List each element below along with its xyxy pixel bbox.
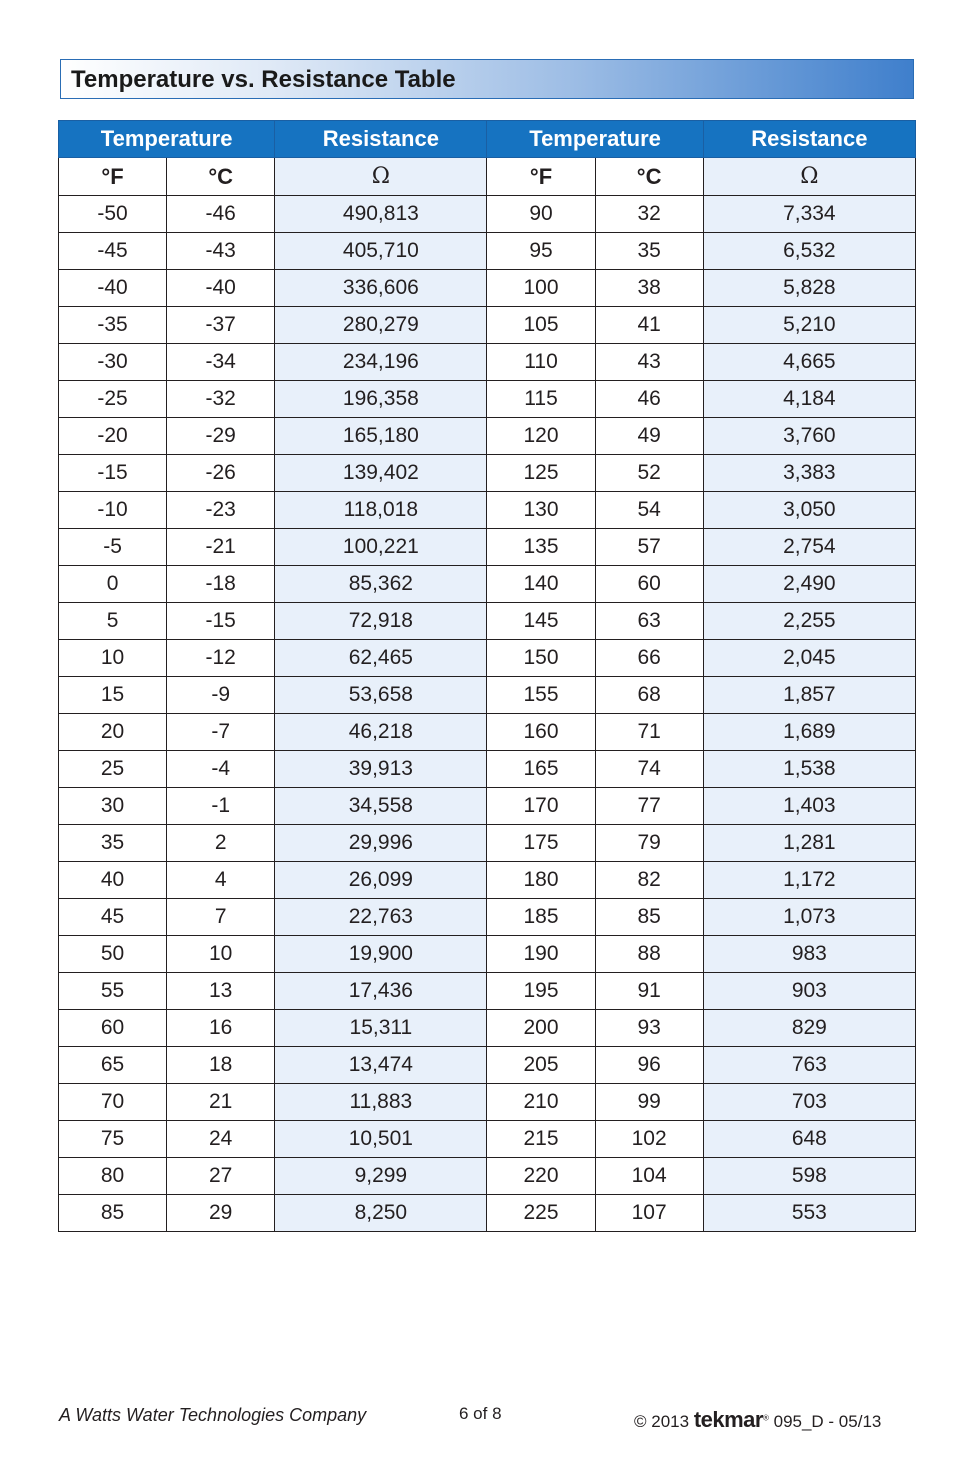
right-resistance-cell: 1,538 [703,751,915,788]
right-celsius-cell: 43 [595,344,703,381]
left-fahrenheit-cell: -10 [59,492,167,529]
right-celsius-cell: 35 [595,233,703,270]
left-fahrenheit-cell: 85 [59,1195,167,1232]
document-code: 095_D - 05/13 [773,1412,882,1431]
left-celsius-cell: -46 [167,196,275,233]
temperature-header-right: Temperature [487,121,703,158]
unit-celsius-left: °C [167,158,275,196]
left-resistance-cell: 280,279 [275,307,487,344]
left-fahrenheit-cell: -45 [59,233,167,270]
table-row [59,1158,916,1195]
right-resistance-cell: 1,172 [703,862,915,899]
left-fahrenheit-cell: 40 [59,862,167,899]
left-celsius-cell: 7 [167,899,275,936]
left-resistance-cell: 46,218 [275,714,487,751]
left-celsius-cell: -40 [167,270,275,307]
right-celsius-cell: 46 [595,381,703,418]
left-celsius-cell: -18 [167,566,275,603]
right-celsius-cell: 88 [595,936,703,973]
left-resistance-cell: 26,099 [275,862,487,899]
right-resistance-cell: 5,210 [703,307,915,344]
left-fahrenheit-cell: 25 [59,751,167,788]
right-celsius-cell: 77 [595,788,703,825]
left-fahrenheit-cell: -25 [59,381,167,418]
resistance-table [58,120,916,1232]
left-celsius-cell: -1 [167,788,275,825]
left-fahrenheit-cell: 75 [59,1121,167,1158]
left-resistance-cell: 13,474 [275,1047,487,1084]
right-fahrenheit-cell: 160 [487,714,595,751]
company-name: A Watts Water Technologies Company [59,1405,367,1425]
right-fahrenheit-cell: 185 [487,899,595,936]
right-fahrenheit-cell: 135 [487,529,595,566]
right-celsius-cell: 102 [595,1121,703,1158]
left-fahrenheit-cell: 45 [59,899,167,936]
right-celsius-cell: 82 [595,862,703,899]
right-resistance-cell: 648 [703,1121,915,1158]
table-row [59,862,916,899]
right-resistance-cell: 1,689 [703,714,915,751]
left-resistance-cell: 196,358 [275,381,487,418]
left-resistance-cell: 8,250 [275,1195,487,1232]
left-celsius-cell: -37 [167,307,275,344]
right-resistance-cell: 1,073 [703,899,915,936]
right-celsius-cell: 60 [595,566,703,603]
right-resistance-cell: 5,828 [703,270,915,307]
left-resistance-cell: 22,763 [275,899,487,936]
table-row [59,455,916,492]
left-celsius-cell: 21 [167,1084,275,1121]
right-resistance-cell: 1,281 [703,825,915,862]
right-fahrenheit-cell: 165 [487,751,595,788]
right-celsius-cell: 66 [595,640,703,677]
right-fahrenheit-cell: 215 [487,1121,595,1158]
left-fahrenheit-cell: -30 [59,344,167,381]
unit-celsius-right: °C [595,158,703,196]
left-resistance-cell: 17,436 [275,973,487,1010]
table-row [59,307,916,344]
right-fahrenheit-cell: 155 [487,677,595,714]
left-celsius-cell: 16 [167,1010,275,1047]
table-row [59,1195,916,1232]
left-celsius-cell: -7 [167,714,275,751]
header-row-labels [59,121,916,158]
registered-mark: ® [762,1413,769,1423]
table-row [59,825,916,862]
left-fahrenheit-cell: -50 [59,196,167,233]
table-row [59,936,916,973]
right-celsius-cell: 93 [595,1010,703,1047]
right-resistance-cell: 2,754 [703,529,915,566]
right-celsius-cell: 71 [595,714,703,751]
right-fahrenheit-cell: 110 [487,344,595,381]
left-celsius-cell: -12 [167,640,275,677]
right-resistance-cell: 703 [703,1084,915,1121]
right-resistance-cell: 3,383 [703,455,915,492]
left-celsius-cell: 2 [167,825,275,862]
right-celsius-cell: 91 [595,973,703,1010]
right-fahrenheit-cell: 190 [487,936,595,973]
right-celsius-cell: 41 [595,307,703,344]
right-fahrenheit-cell: 175 [487,825,595,862]
right-fahrenheit-cell: 150 [487,640,595,677]
copyright-line [634,1407,881,1433]
left-fahrenheit-cell: -15 [59,455,167,492]
table-row [59,566,916,603]
left-celsius-cell: 4 [167,862,275,899]
right-fahrenheit-cell: 220 [487,1158,595,1195]
table-row [59,492,916,529]
right-fahrenheit-cell: 130 [487,492,595,529]
right-celsius-cell: 104 [595,1158,703,1195]
left-resistance-cell: 139,402 [275,455,487,492]
table-row [59,677,916,714]
table-row [59,1047,916,1084]
right-fahrenheit-cell: 105 [487,307,595,344]
right-fahrenheit-cell: 210 [487,1084,595,1121]
left-resistance-cell: 9,299 [275,1158,487,1195]
left-celsius-cell: -15 [167,603,275,640]
unit-fahrenheit-right: °F [487,158,595,196]
right-resistance-cell: 1,403 [703,788,915,825]
right-resistance-cell: 7,334 [703,196,915,233]
unit-ohm-left: Ω [275,158,487,196]
left-celsius-cell: -9 [167,677,275,714]
left-resistance-cell: 165,180 [275,418,487,455]
right-celsius-cell: 107 [595,1195,703,1232]
left-resistance-cell: 10,501 [275,1121,487,1158]
right-fahrenheit-cell: 225 [487,1195,595,1232]
left-celsius-cell: 29 [167,1195,275,1232]
left-fahrenheit-cell: -5 [59,529,167,566]
table-row [59,603,916,640]
unit-fahrenheit-left: °F [59,158,167,196]
left-fahrenheit-cell: 60 [59,1010,167,1047]
left-celsius-cell: -26 [167,455,275,492]
right-celsius-cell: 54 [595,492,703,529]
left-fahrenheit-cell: 15 [59,677,167,714]
table-row [59,233,916,270]
brand-logo: tekmar [693,1407,763,1432]
right-fahrenheit-cell: 120 [487,418,595,455]
right-celsius-cell: 52 [595,455,703,492]
left-resistance-cell: 100,221 [275,529,487,566]
left-fahrenheit-cell: -40 [59,270,167,307]
right-fahrenheit-cell: 90 [487,196,595,233]
left-fahrenheit-cell: 5 [59,603,167,640]
table-row [59,640,916,677]
left-resistance-cell: 29,996 [275,825,487,862]
left-resistance-cell: 39,913 [275,751,487,788]
left-resistance-cell: 53,658 [275,677,487,714]
left-fahrenheit-cell: 65 [59,1047,167,1084]
table-row [59,344,916,381]
right-fahrenheit-cell: 200 [487,1010,595,1047]
right-resistance-cell: 2,045 [703,640,915,677]
left-celsius-cell: -23 [167,492,275,529]
left-fahrenheit-cell: 0 [59,566,167,603]
copyright-text: © 2013 [634,1412,690,1431]
section-title-bar [60,59,914,99]
left-celsius-cell: -29 [167,418,275,455]
left-resistance-cell: 336,606 [275,270,487,307]
right-celsius-cell: 57 [595,529,703,566]
left-celsius-cell: 27 [167,1158,275,1195]
right-celsius-cell: 96 [595,1047,703,1084]
left-resistance-cell: 62,465 [275,640,487,677]
right-resistance-cell: 829 [703,1010,915,1047]
right-celsius-cell: 85 [595,899,703,936]
right-resistance-cell: 4,184 [703,381,915,418]
right-fahrenheit-cell: 140 [487,566,595,603]
right-resistance-cell: 1,857 [703,677,915,714]
header-row-units [59,158,916,196]
right-resistance-cell: 598 [703,1158,915,1195]
right-fahrenheit-cell: 95 [487,233,595,270]
left-fahrenheit-cell: 10 [59,640,167,677]
left-fahrenheit-cell: 20 [59,714,167,751]
right-celsius-cell: 99 [595,1084,703,1121]
left-resistance-cell: 405,710 [275,233,487,270]
table-row [59,381,916,418]
left-resistance-cell: 85,362 [275,566,487,603]
right-resistance-cell: 983 [703,936,915,973]
right-celsius-cell: 68 [595,677,703,714]
left-resistance-cell: 490,813 [275,196,487,233]
left-fahrenheit-cell: 50 [59,936,167,973]
table-row [59,973,916,1010]
right-fahrenheit-cell: 125 [487,455,595,492]
table-body [59,196,916,1232]
table-row [59,196,916,233]
left-fahrenheit-cell: -20 [59,418,167,455]
left-fahrenheit-cell: 70 [59,1084,167,1121]
table-row [59,529,916,566]
left-resistance-cell: 19,900 [275,936,487,973]
right-resistance-cell: 6,532 [703,233,915,270]
right-resistance-cell: 3,760 [703,418,915,455]
left-fahrenheit-cell: 30 [59,788,167,825]
right-fahrenheit-cell: 195 [487,973,595,1010]
right-resistance-cell: 2,490 [703,566,915,603]
left-celsius-cell: 13 [167,973,275,1010]
left-celsius-cell: -21 [167,529,275,566]
right-fahrenheit-cell: 100 [487,270,595,307]
resistance-header-right: Resistance [703,121,915,158]
right-fahrenheit-cell: 170 [487,788,595,825]
left-celsius-cell: -4 [167,751,275,788]
table-row [59,899,916,936]
right-fahrenheit-cell: 205 [487,1047,595,1084]
right-celsius-cell: 79 [595,825,703,862]
left-celsius-cell: -43 [167,233,275,270]
left-celsius-cell: 10 [167,936,275,973]
right-resistance-cell: 2,255 [703,603,915,640]
temperature-header-left: Temperature [59,121,275,158]
right-fahrenheit-cell: 115 [487,381,595,418]
table-row [59,1121,916,1158]
left-resistance-cell: 72,918 [275,603,487,640]
right-celsius-cell: 63 [595,603,703,640]
left-fahrenheit-cell: -35 [59,307,167,344]
table-row [59,1010,916,1047]
left-celsius-cell: -34 [167,344,275,381]
table-row [59,751,916,788]
table-row [59,1084,916,1121]
left-resistance-cell: 15,311 [275,1010,487,1047]
left-fahrenheit-cell: 80 [59,1158,167,1195]
right-resistance-cell: 903 [703,973,915,1010]
right-resistance-cell: 3,050 [703,492,915,529]
right-resistance-cell: 4,665 [703,344,915,381]
right-resistance-cell: 763 [703,1047,915,1084]
right-celsius-cell: 32 [595,196,703,233]
resistance-header-left: Resistance [275,121,487,158]
right-celsius-cell: 74 [595,751,703,788]
table-row [59,714,916,751]
right-fahrenheit-cell: 145 [487,603,595,640]
left-resistance-cell: 11,883 [275,1084,487,1121]
left-celsius-cell: -32 [167,381,275,418]
right-fahrenheit-cell: 180 [487,862,595,899]
right-resistance-cell: 553 [703,1195,915,1232]
left-resistance-cell: 34,558 [275,788,487,825]
right-celsius-cell: 49 [595,418,703,455]
table-row [59,788,916,825]
left-celsius-cell: 18 [167,1047,275,1084]
left-resistance-cell: 234,196 [275,344,487,381]
left-fahrenheit-cell: 55 [59,973,167,1010]
page-number: 6 of 8 [459,1404,502,1423]
right-celsius-cell: 38 [595,270,703,307]
page-title: Temperature vs. Resistance Table [71,66,456,93]
left-fahrenheit-cell: 35 [59,825,167,862]
table-row [59,270,916,307]
unit-ohm-right: Ω [703,158,915,196]
table-row [59,418,916,455]
left-celsius-cell: 24 [167,1121,275,1158]
left-resistance-cell: 118,018 [275,492,487,529]
